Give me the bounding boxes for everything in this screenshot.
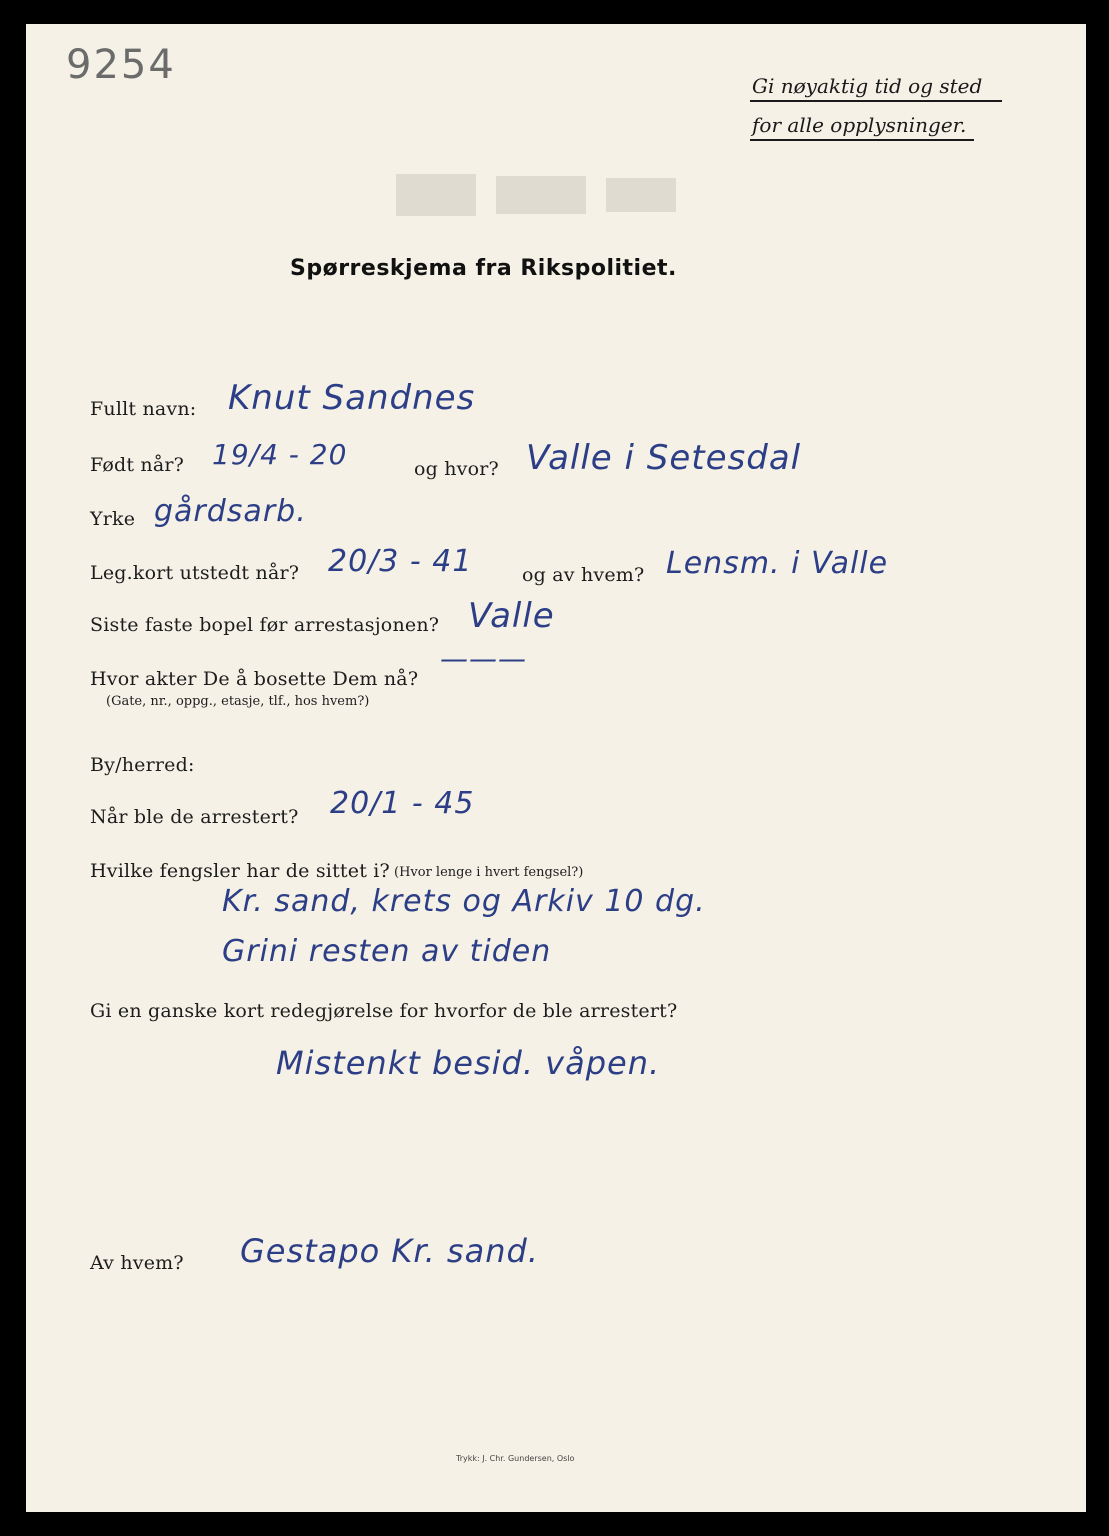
value-reason: Mistenkt besid. våpen. [276,1044,661,1082]
form-title: Spørreskjema fra Rikspolitiet. [290,256,677,281]
value-by-whom: Gestapo Kr. sand. [240,1232,539,1270]
value-arrested-when: 20/1 - 45 [330,786,475,821]
label-municipality: By/herred: [90,754,195,776]
label-id-issued-when: Leg.kort utstedt når? [90,562,300,584]
value-born-where: Valle i Setesdal [526,438,802,478]
instruction-rule-2 [750,139,974,141]
value-last-address: Valle [468,596,555,636]
label-reason: Gi en ganske kort redegjørelse for hvorfor de ble arrestert? [90,1000,678,1022]
value-id-issued-when: 20/3 - 41 [328,544,473,579]
label-by-whom: Av hvem? [90,1252,184,1274]
label-arrested-when: Når ble de arrestert? [90,806,299,828]
value-occupation: gårdsarb. [154,494,307,529]
instruction-line-1: Gi nøyaktig tid og sted [752,74,983,98]
instruction-rule-1 [750,100,1002,102]
label-last-address: Siste faste bopel før arrestasjonen? [90,614,440,636]
label-born-where: og hvor? [414,458,499,480]
archive-number: 9254 [66,42,176,88]
label-full-name: Fullt navn: [90,398,197,420]
bleed-through-mark [496,176,586,214]
value-prisons-line-2: Grini resten av tiden [222,934,552,969]
label-occupation: Yrke [90,508,136,530]
hint-settle-where: (Gate, nr., oppg., etasje, tlf., hos hvem?) [106,694,370,709]
printer-imprint: Trykk: J. Chr. Gundersen, Oslo [456,1454,575,1463]
bleed-through-mark [396,174,476,216]
instruction-line-2: for alle opplysninger. [752,113,967,137]
hint-prisons: (Hvor lenge i hvert fengsel?) [394,865,584,880]
label-id-issued-by: og av hvem? [522,564,645,586]
label-born-when: Født når? [90,454,185,476]
bleed-through-mark [606,178,676,212]
value-id-issued-by: Lensm. i Valle [666,546,889,581]
value-settle-where: ——— [440,642,527,675]
value-prisons-line-1: Kr. sand, krets og Arkiv 10 dg. [222,884,706,919]
value-born-when: 19/4 - 20 [212,438,348,471]
label-settle-where: Hvor akter De å bosette Dem nå? [90,668,419,690]
value-full-name: Knut Sandnes [228,378,476,418]
form-sheet [26,24,1086,1512]
label-prisons: Hvilke fengsler har de sittet i? [90,860,390,882]
